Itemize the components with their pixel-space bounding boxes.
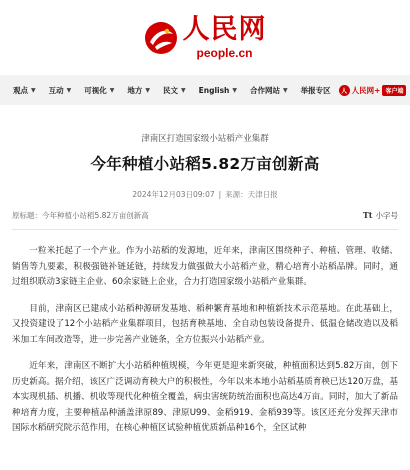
font-size-toggle[interactable]	[363, 210, 398, 221]
nav-label: 地方	[127, 85, 143, 95]
logo-english-text: people.cn	[196, 46, 253, 60]
article-source: 来源：天津日报	[225, 190, 278, 199]
nav-item-interaction[interactable]	[49, 85, 72, 96]
article-meta	[12, 189, 398, 200]
nav-item-opinion[interactable]	[13, 85, 36, 96]
nav-label: 观点	[13, 85, 28, 95]
nav-item-english[interactable]	[199, 86, 237, 95]
chevron-down-icon: ▼	[145, 86, 150, 94]
article-paragraph: 一粒米托起了一个产业。作为小站稻的发源地，近年来，津南区围绕种子、种植、管理、收储、销售等九要素，积极强链补链延链，持续发力做强做大小站稻产业，精心培育小站稻品牌。同时，通过组织联动3家链主企业、60余家链上企业，合力打造国家级小站稻产业集群。	[12, 246, 398, 287]
article-date: 2024年12月03日09:07	[132, 190, 215, 199]
site-header	[0, 0, 410, 75]
chevron-down-icon: ▼	[181, 86, 186, 94]
client-app-link[interactable]	[339, 85, 407, 96]
nav-label: 可视化	[84, 85, 107, 95]
nav-item-report[interactable]	[301, 85, 331, 96]
people-plus-icon: 人	[339, 85, 350, 96]
font-size-icon: Tt	[362, 210, 373, 220]
meta-separator: |	[218, 190, 222, 199]
article-paragraph: 目前，津南区已建成小站稻种源研发基地、稻种繁育基地和种植新技术示范基地。在此基础上，又投资建设了12个小站稻产业集群项目，包括育秧基地、全自动包装设备提升、低温仓储改造以及稻米加工车间改造等，进一步完善产业链条，全方位振兴小站稻产业。	[12, 303, 398, 345]
article-paragraph: 近年来，津南区不断扩大小站稻种植规模，今年更是迎来新突破，种植面积达到5.82万亩，创下历史新高。据介绍，该区广泛调动育秧大户的积极性，今年以来本地小站稻基质育秧已达120万盘，基本实现机插、机播、机收等现代化种植全覆盖，病虫害统防统治面积也高达4万亩。同时，加大了新品种培育力度，主要种植品种涵盖津原89、津原U99、金稻919、金稻939等。该区还充分发挥天津市国际水稻研究院示范作用，在核心种植区试验种植优质新品种16个，全区试种	[12, 361, 398, 433]
article-body	[12, 244, 398, 437]
nav-item-visualization[interactable]	[84, 85, 114, 96]
chevron-down-icon: ▼	[283, 86, 288, 94]
article-pretitle: 津南区打造国家级小站稻产业集群	[141, 134, 269, 144]
main-nav	[0, 75, 410, 105]
client-app-name: 人民网+	[351, 85, 381, 95]
nav-item-local[interactable]	[127, 85, 150, 96]
font-size-label: 小字号	[375, 210, 398, 220]
nav-label: 互动	[48, 85, 64, 95]
nav-label: 合作网站	[250, 85, 281, 95]
people-logo-icon	[144, 21, 178, 55]
article-original-title: 原标题：今年种植小站稻5.82万亩创新高	[12, 210, 149, 220]
client-app-badge: 客户端	[382, 85, 406, 96]
site-logo[interactable]	[144, 15, 267, 60]
nav-label: English	[198, 85, 230, 95]
chevron-down-icon: ▼	[232, 86, 238, 94]
chevron-down-icon: ▼	[109, 86, 115, 94]
nav-item-partner-sites[interactable]	[250, 85, 288, 96]
nav-label: 民文	[163, 85, 178, 95]
article-meta-row	[12, 209, 398, 221]
article	[0, 132, 410, 437]
nav-item-ethnic-languages[interactable]	[163, 85, 186, 96]
logo-chinese-text: 人民网	[182, 14, 267, 45]
nav-label: 举报专区	[300, 85, 331, 95]
article-title: 今年种植小站稻5.82万亩创新高	[90, 155, 320, 173]
chevron-down-icon: ▼	[66, 86, 72, 94]
chevron-down-icon: ▼	[31, 86, 36, 94]
divider	[12, 229, 398, 230]
